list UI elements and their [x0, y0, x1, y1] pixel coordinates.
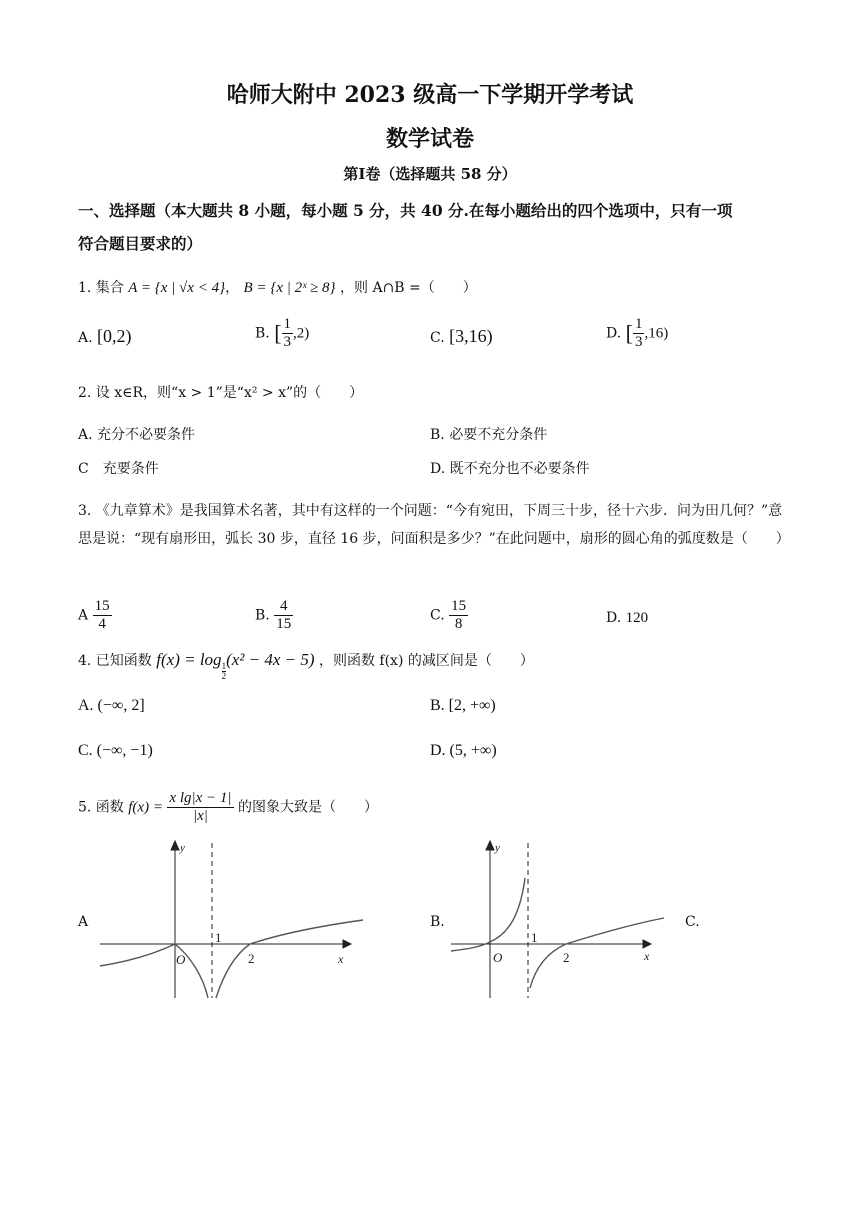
q2-option-a: A. 充分不必要条件: [78, 427, 196, 443]
q4-option-d: D. (5, +∞): [430, 742, 497, 759]
q5-lhs: f(x) =: [128, 799, 163, 816]
q3-option-a-label: A: [78, 607, 89, 624]
graph-a-x-label: x: [338, 952, 344, 966]
q3-option-d-label: D.: [606, 610, 622, 626]
q1-option-d-fraction: $\frac{1}{3}$: [634, 316, 643, 350]
question-4-stem: [78, 650, 534, 681]
graph-a-y-label: y: [180, 842, 185, 854]
subject-title: 数学试卷: [385, 126, 474, 152]
graph-a-origin-label: O: [176, 952, 186, 967]
q1-option-a-label: A.: [78, 330, 93, 346]
q5-graph-b: [448, 838, 668, 1003]
q3-option-c-fraction: $\frac{15}{8}$: [451, 598, 467, 632]
q3-option-b: [255, 598, 293, 633]
q1-option-d-rest: ,16): [644, 325, 669, 342]
page-title: 哈师大附中 2023 级高一下学期开学考试: [226, 82, 634, 108]
graph-a-tick-1: 1: [215, 930, 222, 945]
q4-option-b: B. [2, +∞): [430, 697, 496, 714]
q1-option-b-rest: ,2): [293, 325, 310, 342]
q1-option-b-bracket: [: [274, 320, 282, 346]
q2-option-d: D. 既不充分也不必要条件: [430, 461, 590, 477]
graph-a-x-arrow: [343, 940, 351, 948]
q1-option-d: [606, 316, 668, 351]
q5-stem-post: 的图象大致是（ ）: [237, 799, 378, 816]
section-heading-line2: 符合题目要求的）: [78, 234, 203, 253]
q3-option-d: [606, 610, 648, 627]
q3-option-b-label: B.: [255, 607, 270, 624]
q1-tail: ，则 A∩B =（ ）: [340, 280, 477, 296]
graph-b-tick-1: 1: [531, 930, 538, 945]
question-1-stem: 1. 集合 A = {x | √x < 4}， B = {x | 2ˣ ≥ 8} ，则 A∩B =（ ）: [78, 280, 477, 296]
q1-option-a-value: [0,2): [97, 326, 132, 346]
graph-b-origin-label: O: [493, 950, 503, 965]
q4-stem-pre: 4. 已知函数: [78, 653, 152, 669]
question-3-stem: 3. 《九章算术》是我国算术名著，其中有这样的一个问题：“今有宛田，下周三十步，径十六步．问为田几何？”意思是说：“现有扇形田，弧长 30 步，直径 16 步，问面积是多少？”在此问题中，扇形的圆心角的弧度数是（ ）: [78, 503, 790, 547]
q4-argument: (x² − 4x − 5): [226, 650, 315, 669]
q2-option-c: C 充要条件: [78, 461, 159, 477]
graph-a-curve-left: [100, 944, 208, 998]
graph-b-x-label: x: [644, 949, 650, 963]
question-5-stem: [78, 790, 378, 825]
graph-b-x-arrow: [643, 940, 651, 948]
q1-option-a: [78, 326, 132, 347]
q3-option-d-value: 120: [625, 610, 649, 626]
q3-option-a: [78, 598, 112, 633]
q5-option-b-label: B.: [430, 914, 445, 930]
graph-b-tick-2: 2: [563, 950, 570, 965]
q1-set-a: A = {x | √x < 4}: [128, 280, 226, 296]
q5-option-a-label: A: [78, 914, 89, 930]
q1-option-b-label: B.: [255, 325, 270, 342]
q4-option-a: A. (−∞, 2]: [78, 697, 145, 714]
q5-option-c-label: C.: [685, 914, 700, 930]
question-2-stem: 2. 设 x∈R，则“x > 1”是“x² > x”的（ ）: [78, 385, 364, 401]
volume-heading: 第Ⅰ卷（选择题共 58 分）: [343, 165, 517, 183]
q3-option-b-fraction: $\frac{4}{15}$: [276, 598, 292, 632]
q1-option-c-label: C.: [430, 330, 445, 346]
graph-b-curve-left: [451, 878, 525, 951]
graph-b-y-label: y: [495, 842, 500, 854]
graph-b-y-arrow: [486, 841, 494, 850]
q1-set-b: B = {x | 2ˣ ≥ 8}: [243, 280, 336, 296]
q1-option-c-value: [3,16): [449, 326, 493, 346]
q1-number: 1. 集合: [78, 280, 124, 296]
q3-option-c: [430, 598, 468, 633]
q4-option-c: C. (−∞, −1): [78, 742, 153, 759]
q3-option-a-fraction: $\frac{15}{4}$: [94, 598, 110, 632]
q3-option-c-label: C.: [430, 607, 445, 624]
q1-option-b-fraction: $\frac{1}{3}$: [283, 316, 292, 350]
q1-option-b: [255, 316, 309, 351]
q4-stem-post: ，则函数 f(x) 的减区间是（ ）: [318, 653, 534, 669]
graph-a-tick-2: 2: [248, 951, 255, 966]
q4-log-base: $\frac{1}{2}$: [221, 661, 227, 681]
q5-graph-a: [95, 838, 370, 1003]
q1-option-c: [430, 326, 493, 347]
q1-option-d-bracket: [: [625, 320, 633, 346]
q5-stem-pre: 5. 函数: [78, 799, 124, 816]
graph-a-y-arrow: [171, 841, 179, 850]
q4-function: f(x) = log: [156, 650, 222, 669]
q1-option-d-label: D.: [606, 325, 622, 342]
section-heading-line1: 一、选择题（本大题共 8 小题，每小题 5 分，共 40 分.在每小题给出的四个选项中，只有一项: [78, 201, 733, 220]
q5-fraction: $\frac{\text{x lg|x − 1|}}{|x|}$: [169, 790, 232, 824]
q2-option-b: B. 必要不充分条件: [430, 427, 548, 443]
